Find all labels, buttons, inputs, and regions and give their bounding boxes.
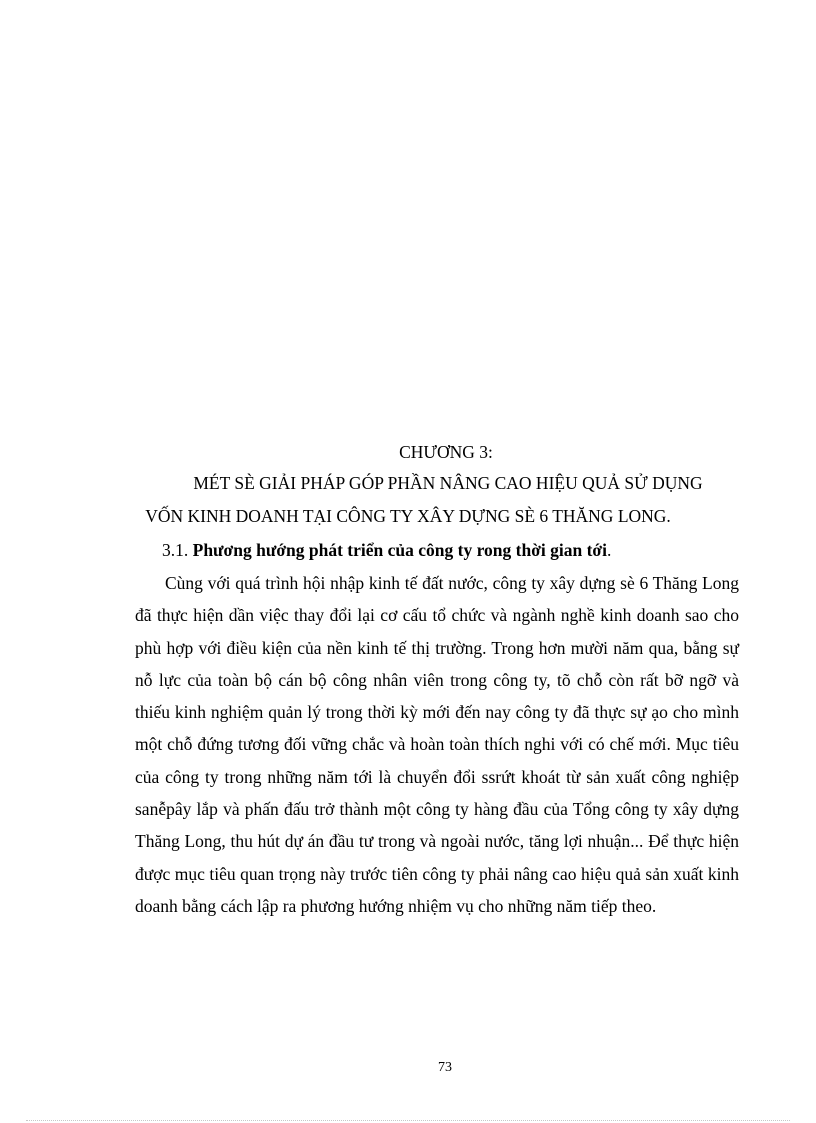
body-paragraph: Cùng với quá trình hội nhập kinh tế đất nước, công ty xây dựng sè 6 Thăng Long đã thực hiện dần việc thay đổi lại cơ cấu tổ chức và ngành nghề kinh doanh sao cho phù hợp với điều kiện của nền kinh tế thị trường. Trong hơn mười năm qua, bằng sự nỗ lực của toàn bộ cán bộ công nhân viên trong công ty, tõ chỗ còn rất bỡ ngỡ và thiếu kinh nghiệm quản lý trong thời kỳ mới đến nay công ty đã thực sự ạo cho mình một chỗ đứng tương đối vững chắc và hoàn toàn thích nghi với có chế mới. Mục tiêu của công ty trong những năm tới là chuyển đổi ssrứt khoát từ sản xuất công nghiệp sanễpây lắp và phấn đấu trở thành một công ty hàng đầu của Tổng công ty xây dựng Thăng Long, thu hút dự án đầu tư trong và ngoài nước, tăng lợi nhuận... Để thực hiện được mục tiêu quan trọng này trước tiên công ty phải nâng cao hiệu quả sản xuất kinh doanh bằng cách lập ra phương hướng nhiệm vụ cho những năm tiếp theo. — [135, 573, 739, 916]
section-number: 3.1. — [162, 540, 193, 560]
section-title: Phương hướng phát triển của công ty rong thời gian tới — [192, 540, 607, 560]
chapter-title-line-2: VỐN KINH DOANH TẠI CÔNG TY XÂY DỰNG SÈ 6 THĂNG LONG. — [145, 506, 671, 526]
chapter-number: CHƯƠNG 3: — [399, 442, 493, 462]
section-title-period: . — [606, 540, 612, 560]
page-bottom-edge — [26, 1120, 790, 1121]
page-number: 73 — [438, 1060, 452, 1075]
section-heading — [162, 535, 611, 566]
chapter-title-line-1: MÉT SÈ GIẢI PHÁP GÓP PHẦN NÂNG CAO HIỆU QUẢ SỬ DỤNG — [193, 473, 703, 493]
